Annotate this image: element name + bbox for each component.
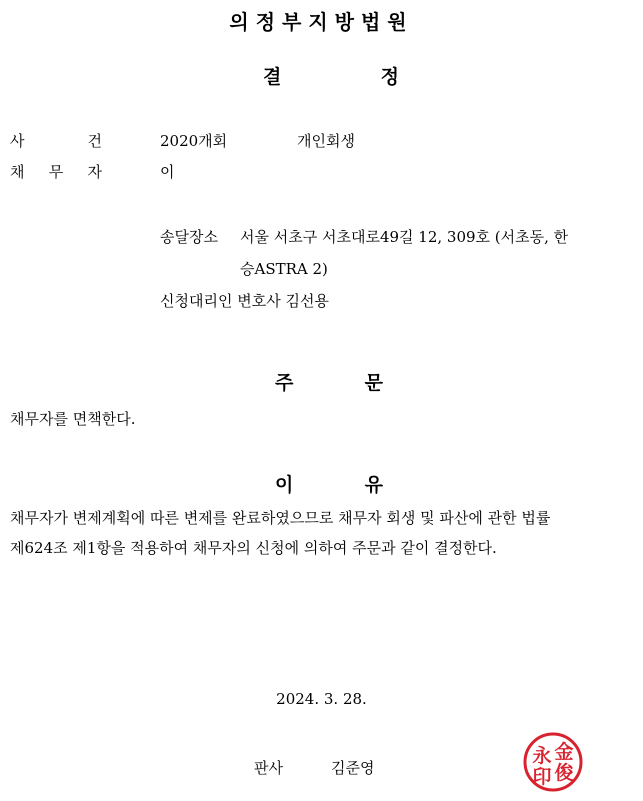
title-char: 정 [380,66,399,88]
seal-char: 俊 [554,762,574,784]
judge-seal [518,727,588,797]
reason-text [10,503,633,563]
document-title [263,62,399,89]
title-char: 결 [263,66,282,88]
debtor-label-char: 무 [48,163,64,181]
order-heading-char: 주 [275,372,294,394]
address-line-2: 승ASTRA 2) [240,260,328,278]
address-label: 송달장소 [160,228,218,246]
case-label-char: 사 [10,132,25,150]
order-heading [275,368,383,395]
judge-title: 판사 [254,759,283,777]
seal-stamp-icon [518,727,588,797]
seal-char: 金 [554,741,574,763]
court-name: 의정부지방법원 [229,10,414,34]
debtor-label-char: 채 [10,163,25,181]
seal-char: 永 [532,745,552,767]
order-heading-char: 문 [364,372,383,394]
case-number: 2020개회 [160,132,228,150]
decision-date: 2024. 3. 28. [276,690,367,708]
debtor-name: 이 [160,163,175,181]
order-text: 채무자를 면책한다. [10,410,136,428]
reason-heading [275,470,383,497]
reason-heading-char: 이 [275,474,294,496]
case-label-char: 건 [87,132,102,150]
judge-name: 김준영 [331,759,375,777]
agent: 신청대리인 변호사 김선용 [160,292,329,310]
debtor-label [10,161,102,182]
address-line-1: 서울 서초구 서초대로49길 12, 309호 (서초동, 한 [240,228,569,246]
case-label [10,130,102,151]
debtor-label-char: 자 [87,163,102,181]
reason-line-2: 제624조 제1항을 적용하여 채무자의 신청에 의하여 주문과 같이 결정한다. [10,539,497,557]
seal-char: 印 [532,766,552,788]
reason-heading-char: 유 [364,474,383,496]
case-type: 개인회생 [297,132,355,150]
reason-line-1: 채무자가 변제계획에 따른 변제를 완료하였으므로 채무자 회생 및 파산에 관한 법률 [10,509,551,527]
